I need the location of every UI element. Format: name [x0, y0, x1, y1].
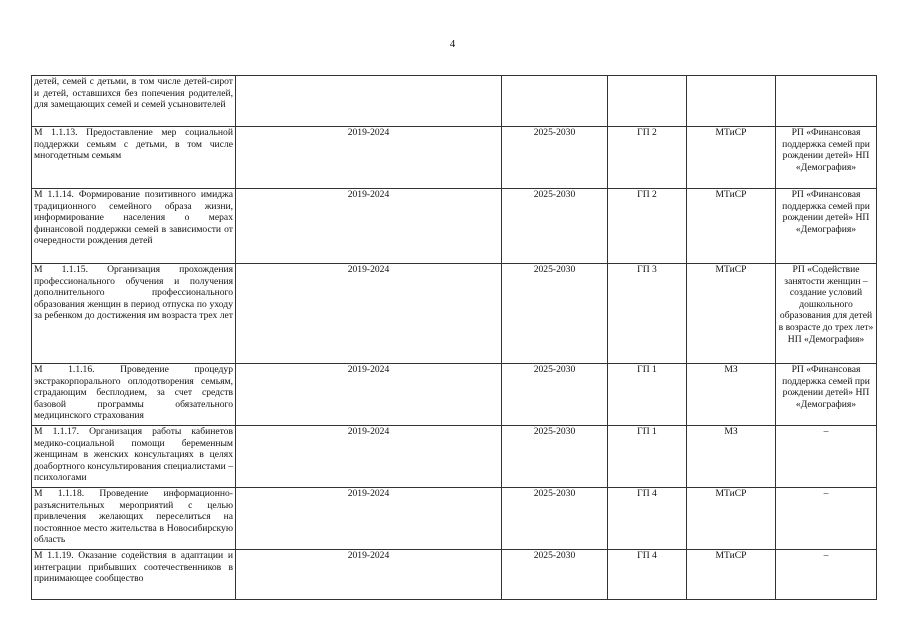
period-1-cell: 2019-2024 [236, 364, 502, 426]
project-cell: РП «Финансовая поддержка семей при рождении детей» НП «Демография» [776, 189, 877, 264]
period-1-cell [236, 76, 502, 127]
period-1-cell: 2019-2024 [236, 488, 502, 550]
period-2-cell: 2025-2030 [502, 426, 608, 488]
period-2-cell: 2025-2030 [502, 189, 608, 264]
project-cell: РП «Финансовая поддержка семей при рождении детей» НП «Демография» [776, 364, 877, 426]
table-row [32, 189, 877, 264]
project-cell: – [776, 550, 877, 600]
executor-cell: МЗ [687, 426, 776, 488]
program-cell: ГП 4 [608, 550, 687, 600]
program-cell: ГП 1 [608, 426, 687, 488]
period-2-cell: 2025-2030 [502, 264, 608, 364]
period-1-cell: 2019-2024 [236, 189, 502, 264]
period-2-cell [502, 76, 608, 127]
measures-table [31, 75, 877, 600]
executor-cell: МТиСР [687, 189, 776, 264]
project-cell: РП «Финансовая поддержка семей при рождении детей» НП «Демография» [776, 127, 877, 189]
project-cell: РП «Содействие занятости женщин – создание условий дошкольного образования для детей в возрасте до трех лет» НП «Демография» [776, 264, 877, 364]
measure-cell: М 1.1.19. Оказание содействия в адаптации и интеграции прибывших соотечественников в принимающее сообщество [32, 550, 236, 600]
period-2-cell: 2025-2030 [502, 364, 608, 426]
program-cell: ГП 4 [608, 488, 687, 550]
executor-cell: МТиСР [687, 550, 776, 600]
executor-cell [687, 76, 776, 127]
measure-cell: М 1.1.17. Организация работы кабинетов медико-социальной помощи беременным женщинам в женских консультациях в целях доабортного консультирования специалистами – психологами [32, 426, 236, 488]
measure-cell: детей, семей с детьми, в том числе детей-сирот и детей, оставшихся без попечения родителей, для замещающих семей и семей усыновителей [32, 76, 236, 127]
executor-cell: МТиСР [687, 264, 776, 364]
executor-cell: МЗ [687, 364, 776, 426]
project-cell [776, 76, 877, 127]
table-row [32, 426, 877, 488]
page-number: 4 [449, 38, 456, 50]
measure-cell: М 1.1.16. Проведение процедур экстракорпорального оплодотворения семьям, страдающим бесплодием, за счет средств базовой программы обязательного медицинского страхования [32, 364, 236, 426]
table-row [32, 127, 877, 189]
executor-cell: МТиСР [687, 127, 776, 189]
period-1-cell: 2019-2024 [236, 550, 502, 600]
measure-cell: М 1.1.14. Формирование позитивного имиджа традиционного семейного образа жизни, информирование населения о мерах финансовой поддержки семей в зависимости от очередности рождения детей [32, 189, 236, 264]
period-1-cell: 2019-2024 [236, 127, 502, 189]
executor-cell: МТиСР [687, 488, 776, 550]
measure-cell: М 1.1.18. Проведение информационно-разъяснительных мероприятий с целью привлечения желающих переселиться на постоянное место жительства в Новосибирскую область [32, 488, 236, 550]
table-row [32, 264, 877, 364]
table-row [32, 550, 877, 600]
table-row [32, 76, 877, 127]
project-cell: – [776, 426, 877, 488]
measure-cell: М 1.1.15. Организация прохождения профессионального обучения и получения дополнительного профессионального образования женщин в период отпуска по уходу за ребенком до достижения им возраста трех лет [32, 264, 236, 364]
table-row [32, 488, 877, 550]
measure-cell: М 1.1.13. Предоставление мер социальной поддержки семьям с детьми, в том числе многодетным семьям [32, 127, 236, 189]
program-cell: ГП 2 [608, 127, 687, 189]
program-cell [608, 76, 687, 127]
period-1-cell: 2019-2024 [236, 426, 502, 488]
period-2-cell: 2025-2030 [502, 488, 608, 550]
program-cell: ГП 1 [608, 364, 687, 426]
period-2-cell: 2025-2030 [502, 127, 608, 189]
project-cell: – [776, 488, 877, 550]
program-cell: ГП 3 [608, 264, 687, 364]
table-row [32, 364, 877, 426]
program-cell: ГП 2 [608, 189, 687, 264]
period-2-cell: 2025-2030 [502, 550, 608, 600]
period-1-cell: 2019-2024 [236, 264, 502, 364]
